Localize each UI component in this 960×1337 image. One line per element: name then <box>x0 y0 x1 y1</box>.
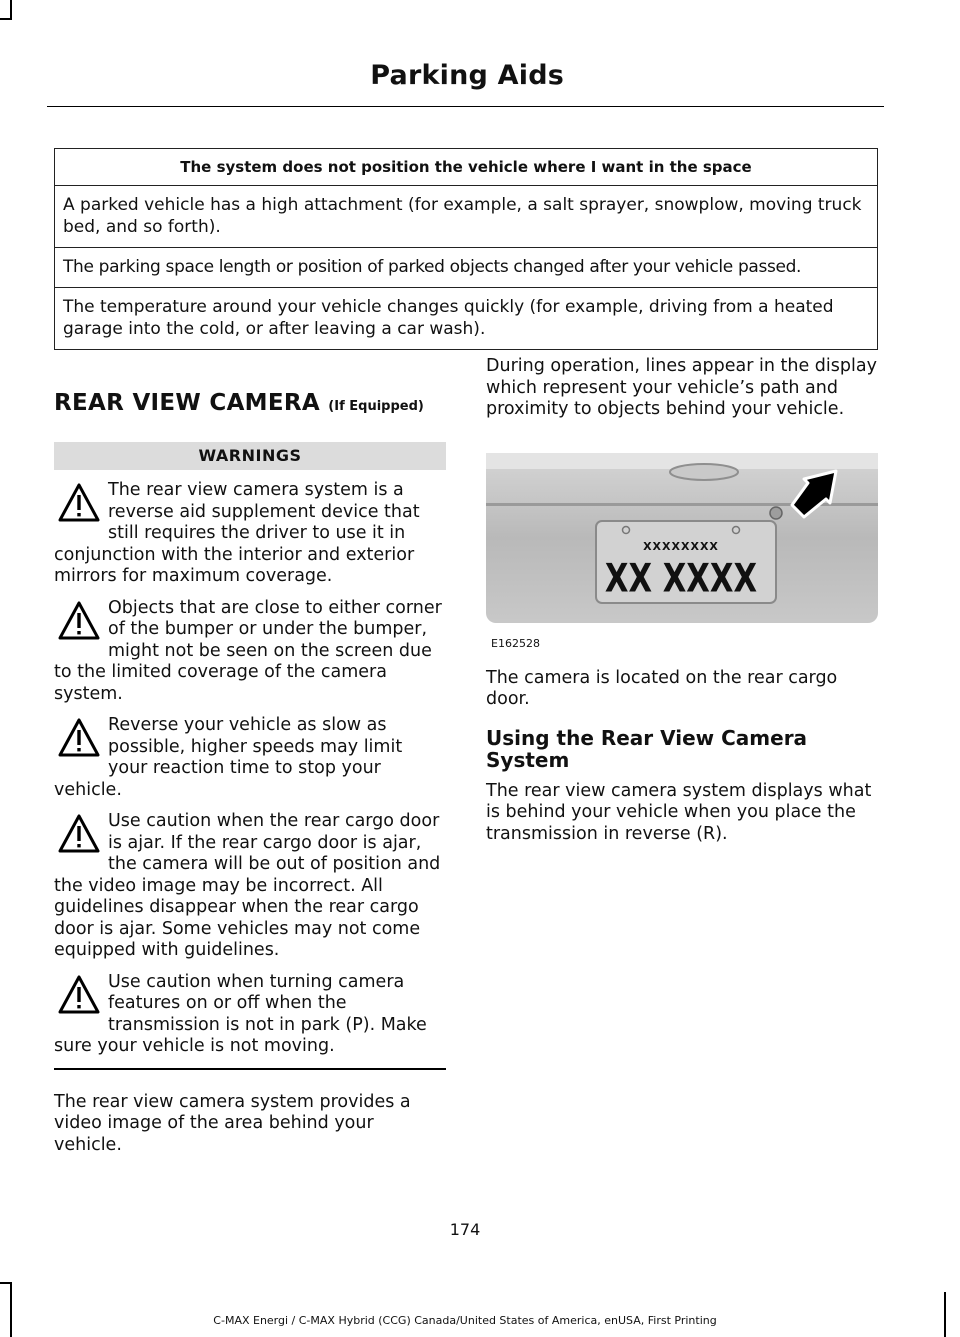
camera-location-figure <box>486 443 878 648</box>
rear-cargo-door-illustration <box>486 443 878 633</box>
section-qualifier: (If Equipped) <box>328 399 424 414</box>
troubleshooting-table <box>54 148 878 350</box>
warnings-end-rule <box>54 1068 446 1070</box>
table-row: The parking space length or position of parked objects changed after your vehicle passed. <box>55 248 878 288</box>
figure-code: E162528 <box>491 636 540 650</box>
warning-triangle-icon <box>58 974 100 1016</box>
page-title: Parking Aids <box>370 60 564 91</box>
footer-text: C-MAX Energi / C-MAX Hybrid (CCG) Canada/United States of America, enUSA, First Printing <box>213 1314 717 1327</box>
crop-mark <box>0 18 12 20</box>
warning-triangle-icon <box>58 717 100 759</box>
crop-mark <box>10 1282 12 1337</box>
warning-item: Use caution when the rear cargo door is ajar. If the rear cargo door is ajar, the camera will be out of position and the video image may be incorrect. All guidelines disappear when the rear cargo door is ajar. Some vehicles may not come equipped with guidelines. <box>54 811 441 960</box>
warning-triangle-icon <box>58 482 100 524</box>
right-column <box>486 356 880 845</box>
subsection-title: Using the Rear View Camera System <box>486 725 808 772</box>
camera-lens-icon <box>770 507 782 519</box>
warning-item: Reverse your vehicle as slow as possible, higher speeds may limit your reaction time to stop your vehicle. <box>54 715 403 800</box>
body-paragraph: The rear view camera system provides a video image of the area behind your vehicle. <box>54 1091 411 1155</box>
crop-mark <box>944 1292 946 1337</box>
page-number: 174 <box>449 1220 481 1239</box>
plate-number-text: XX XXXX <box>604 554 758 601</box>
table-row: A parked vehicle has a high attachment (for example, a salt sprayer, snowplow, moving truck bed, and so forth). <box>55 186 878 248</box>
left-column <box>54 388 446 1156</box>
warning-triangle-icon <box>58 813 100 855</box>
section-title: REAR VIEW CAMERA (If Equipped) <box>54 390 424 416</box>
table-header: The system does not position the vehicle where I want in the space <box>55 149 878 186</box>
plate-state-text: XXXXXXXX <box>643 539 719 553</box>
warnings-heading: WARNINGS <box>54 442 446 470</box>
crop-mark <box>0 1282 12 1284</box>
table-row: The temperature around your vehicle changes quickly (for example, driving from a heated garage into the cold, or after leaving a car wash). <box>55 288 878 350</box>
warning-item: Objects that are close to either corner of the bumper or under the bumper, might not be seen on the screen due to the limited coverage of the camera system. <box>54 597 442 704</box>
crop-mark <box>10 0 12 20</box>
warning-item: Use caution when turning camera features on or off when the transmission is not in park (P). Make sure your vehicle is not moving. <box>54 971 427 1056</box>
header-divider <box>47 106 884 107</box>
figure-caption: The camera is located on the rear cargo door. <box>486 667 838 709</box>
warning-triangle-icon <box>58 600 100 642</box>
body-paragraph: During operation, lines appear in the display which represent your vehicle’s path and proximity to objects behind your vehicle. <box>486 356 877 419</box>
warning-item: The rear view camera system is a reverse aid supplement device that still requires the driver to use it in conjunction with the interior and exterior mirrors for maximum coverage. <box>54 480 420 586</box>
body-paragraph: The rear view camera system displays what is behind your vehicle when you place the transmission in reverse (R). <box>486 780 872 844</box>
